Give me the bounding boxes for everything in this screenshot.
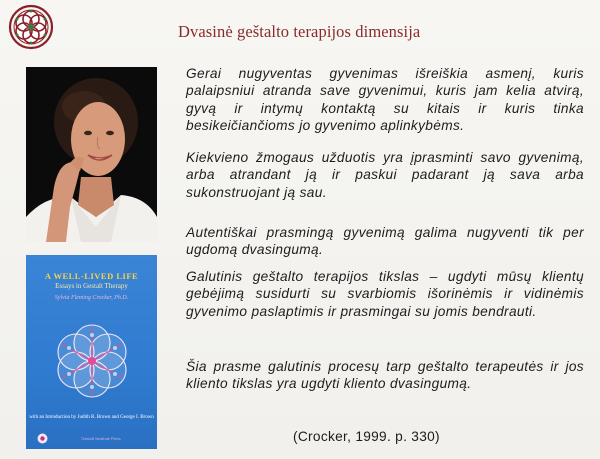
rosette-logo-icon: [8, 4, 54, 50]
quote-paragraph-4: Galutinis geštalto terapijos tikslas – ugdyti mūsų klientų gebėjimą susidurti su svarbiomis išorinėmis ir vidinėmis gyvenimo paslaptimis ir prasmingai su jomis bendrauti.: [186, 269, 584, 319]
book-title: A WELL-LIVED LIFE: [44, 271, 139, 281]
quote-paragraph-1: Gerai nugyventas gyvenimas išreiškia asmenį, kuris palaipsniui atranda save gyvenimui, kuris jam kelia atvirą, gyvą ir intymų kontaktą su kitais ir kuris tinka besikeičiančioms jo gyvenimo aplinkybėms.: [186, 66, 584, 134]
quote-paragraph-5: Šia prasme galutinis procesų tarp geštalto terapeutės ir jos kliento tikslas yra ugdyti kliento dvasingumą.: [186, 359, 584, 392]
book-intro: with an Introduction by Judith R. Brown and George I. Brown: [29, 415, 154, 420]
book-subtitle: Essays in Gestalt Therapy: [55, 282, 128, 290]
rosette-pattern-icon: [44, 313, 140, 409]
author-portrait: [26, 67, 157, 242]
slide-title: Dvasinė geštalto terapijos dimensija: [178, 22, 421, 41]
book-cover: [26, 255, 157, 449]
book-author: Sylvia Fleming Crocker, Ph.D.: [54, 295, 129, 301]
citation: (Crocker, 1999. p. 330): [293, 429, 440, 444]
quote-paragraph-3: Autentiškai prasmingą gyvenimą galima nugyventi tik per ugdomą dvasingumą.: [186, 225, 584, 258]
quote-paragraph-2: Kiekvieno žmogaus užduotis yra įprasminti savo gyvenimą, arba atrandant ją ir paskui padarant ją sava arba sukonstruojant ją sau.: [186, 150, 584, 200]
book-publisher: Gestalt Institute Press: [81, 436, 121, 441]
